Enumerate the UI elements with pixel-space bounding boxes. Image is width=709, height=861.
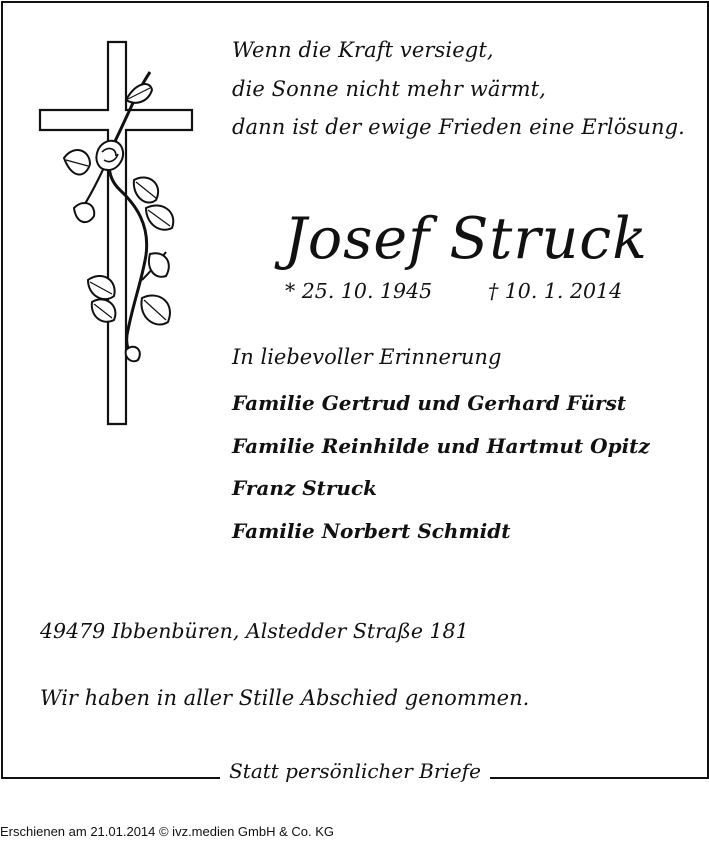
poem-line: Wenn die Kraft versiegt, <box>232 38 494 62</box>
address: 49479 Ibbenbüren, Alstedder Straße 181 <box>40 619 469 643</box>
mourner-list <box>232 388 650 558</box>
list-item: Franz Struck <box>232 476 377 500</box>
memory-intro: In liebevoller Erinnerung <box>232 345 502 369</box>
letters-note: Statt persönlicher Briefe <box>220 757 490 785</box>
birth-date: * 25. 10. 1945 <box>285 279 433 303</box>
publication-footer: Erschienen am 21.01.2014 © ivz.medien GmbH & Co. KG <box>0 824 335 839</box>
poem <box>232 31 685 147</box>
cross-with-rose-icon <box>38 40 198 426</box>
list-item: Familie Gertrud und Gerhard Fürst <box>232 391 627 415</box>
deceased-name: Josef Struck <box>284 206 648 272</box>
list-item: Familie Norbert Schmidt <box>232 518 511 543</box>
poem-line: dann ist der ewige Frieden eine Erlösung. <box>232 115 685 139</box>
death-date: † 10. 1. 2014 <box>488 279 623 303</box>
list-item: Familie Reinhilde und Hartmut Opitz <box>232 433 650 458</box>
farewell-note: Wir haben in aller Stille Abschied genommen. <box>40 686 530 710</box>
poem-line: die Sonne nicht mehr wärmt, <box>232 76 546 101</box>
